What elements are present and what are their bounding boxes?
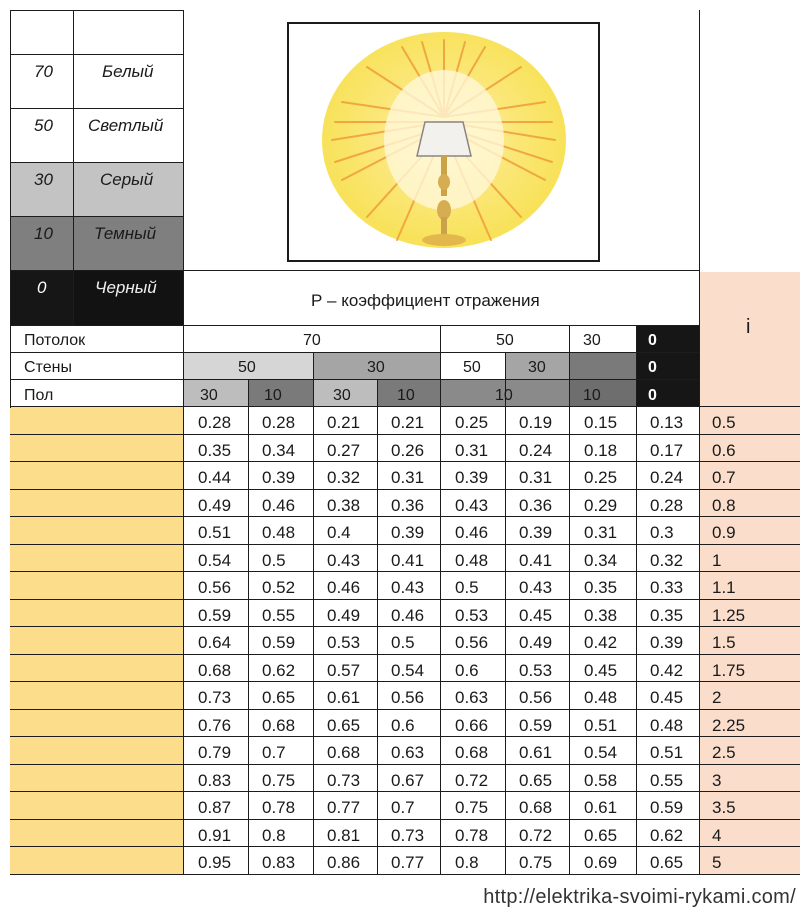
walls-50b: 50 [463, 359, 481, 376]
caption-reflection-coefficient: Р – коэффициент отражения [311, 291, 540, 310]
walls-gray-bg [569, 353, 636, 380]
legend-name-gray: Серый [100, 170, 154, 189]
floor-10: 10 [264, 387, 282, 404]
table-cell: 0.58 [584, 771, 618, 790]
i-value: 1.25 [712, 606, 746, 625]
i-value: 1 [712, 551, 722, 570]
yellow-column [10, 407, 184, 875]
table-cell: 0.86 [327, 853, 361, 872]
table-cell: 0.46 [391, 606, 425, 625]
ceiling-50: 50 [496, 332, 514, 349]
floor-10d-bg [569, 380, 636, 407]
table-cell: 0.68 [455, 743, 489, 762]
table-cell: 0.51 [198, 523, 232, 542]
table-cell: 0.35 [584, 578, 618, 597]
table-cell: 0.48 [455, 551, 489, 570]
row-divider [10, 571, 800, 572]
table-cell: 0.34 [262, 441, 296, 460]
table-cell: 0.55 [650, 771, 684, 790]
floor-10c: 10 [495, 387, 513, 404]
row-divider [10, 654, 800, 655]
legend-name-black: Черный [95, 278, 157, 297]
row-divider [10, 819, 800, 820]
table-cell: 0.4 [327, 523, 351, 542]
table-cell: 0.28 [262, 413, 296, 432]
legend-name-dark: Темный [94, 224, 157, 243]
i-value: 3.5 [712, 798, 736, 817]
table-cell: 0.65 [262, 688, 296, 707]
lamp-illustration [287, 22, 600, 262]
table-cell: 0.25 [455, 413, 489, 432]
i-header: i [746, 316, 751, 338]
table-cell: 0.31 [519, 468, 553, 487]
lamp-picture [287, 22, 600, 262]
table-cell: 0.39 [262, 468, 296, 487]
walls-30: 30 [367, 359, 385, 376]
table-cell: 0.61 [327, 688, 361, 707]
table-cell: 0.78 [455, 826, 489, 845]
table-cell: 0.18 [584, 441, 618, 460]
i-value: 1.5 [712, 633, 736, 652]
row-divider [10, 516, 800, 517]
i-value: 1.1 [712, 578, 736, 597]
table-cell: 0.32 [327, 468, 361, 487]
table-cell: 0.81 [327, 826, 361, 845]
table-cell: 0.34 [584, 551, 618, 570]
row-divider [10, 626, 800, 627]
floor-0: 0 [648, 387, 657, 404]
row-divider [10, 764, 800, 765]
table-cell: 0.6 [391, 716, 415, 735]
table-cell: 0.65 [327, 716, 361, 735]
i-value: 2 [712, 688, 722, 707]
table-cell: 0.56 [391, 688, 425, 707]
i-value: 5 [712, 853, 722, 872]
table-cell: 0.75 [455, 798, 489, 817]
i-value: 1.75 [712, 661, 746, 680]
table-cell: 0.56 [455, 633, 489, 652]
row-divider [10, 461, 800, 462]
table-cell: 0.43 [327, 551, 361, 570]
table-cell: 0.46 [327, 578, 361, 597]
table-cell: 0.53 [519, 661, 553, 680]
ceiling-0-bg [636, 326, 700, 353]
table-cell: 0.83 [262, 853, 296, 872]
table-cell: 0.27 [327, 441, 361, 460]
table-cell: 0.55 [262, 606, 296, 625]
table-cell: 0.73 [391, 826, 425, 845]
table-cell: 0.36 [519, 496, 553, 515]
table-cell: 0.8 [262, 826, 286, 845]
table-cell: 0.38 [327, 496, 361, 515]
legend-value-gray: 30 [34, 170, 53, 189]
table-cell: 0.13 [650, 413, 684, 432]
table-cell: 0.25 [584, 468, 618, 487]
row-divider [10, 791, 800, 792]
row-divider [10, 434, 800, 435]
table-cell: 0.78 [262, 798, 296, 817]
row-divider [10, 681, 800, 682]
legend-name-white: Белый [102, 62, 154, 81]
table-cell: 0.48 [262, 523, 296, 542]
label-walls: Стены [24, 359, 72, 376]
table-cell: 0.28 [198, 413, 232, 432]
table-cell: 0.7 [391, 798, 415, 817]
legend-name-light: Светлый [88, 116, 164, 135]
table-cell: 0.33 [650, 578, 684, 597]
table-cell: 0.77 [327, 798, 361, 817]
table-cell: 0.45 [584, 661, 618, 680]
table-cell: 0.36 [391, 496, 425, 515]
table-cell: 0.45 [519, 606, 553, 625]
table-cell: 0.42 [650, 661, 684, 680]
floor-30b: 30 [333, 387, 351, 404]
table-cell: 0.75 [262, 771, 296, 790]
table-cell: 0.38 [584, 606, 618, 625]
table-cell: 0.46 [455, 523, 489, 542]
table-cell: 0.31 [391, 468, 425, 487]
i-value: 0.5 [712, 413, 736, 432]
table-cell: 0.62 [262, 661, 296, 680]
table-cell: 0.64 [198, 633, 232, 652]
table-cell: 0.95 [198, 853, 232, 872]
ceiling-70: 70 [303, 332, 321, 349]
table-cell: 0.39 [650, 633, 684, 652]
table-cell: 0.51 [584, 716, 618, 735]
table-cell: 0.24 [519, 441, 553, 460]
table-cell: 0.76 [198, 716, 232, 735]
table-cell: 0.56 [198, 578, 232, 597]
row-divider [10, 846, 800, 847]
table-cell: 0.72 [455, 771, 489, 790]
table-cell: 0.5 [262, 551, 286, 570]
table-cell: 0.54 [584, 743, 618, 762]
table-cell: 0.21 [327, 413, 361, 432]
table-cell: 0.48 [584, 688, 618, 707]
label-ceiling: Потолок [24, 332, 86, 349]
table-cell: 0.63 [391, 743, 425, 762]
table-cell: 0.21 [391, 413, 425, 432]
walls-50: 50 [238, 359, 256, 376]
table-cell: 0.15 [584, 413, 618, 432]
table-cell: 0.31 [584, 523, 618, 542]
table-cell: 0.63 [455, 688, 489, 707]
table-cell: 0.19 [519, 413, 553, 432]
table-cell: 0.7 [262, 743, 286, 762]
table-cell: 0.8 [455, 853, 479, 872]
table-cell: 0.72 [519, 826, 553, 845]
table-cell: 0.35 [650, 606, 684, 625]
legend-value-black: 0 [37, 278, 47, 297]
floor-0-bg [636, 380, 700, 407]
i-header-bg [700, 272, 800, 407]
row-divider [10, 874, 800, 875]
table-cell: 0.75 [519, 853, 553, 872]
table-cell: 0.65 [519, 771, 553, 790]
table-cell: 0.53 [327, 633, 361, 652]
ceiling-0: 0 [648, 332, 657, 349]
source-url: http://elektrika-svoimi-rykami.com/ [483, 886, 796, 908]
table-cell: 0.45 [650, 688, 684, 707]
table-cell: 0.59 [650, 798, 684, 817]
row-divider [10, 544, 800, 545]
table-cell: 0.49 [519, 633, 553, 652]
table-cell: 0.39 [455, 468, 489, 487]
table-cell: 0.41 [391, 551, 425, 570]
table-cell: 0.66 [455, 716, 489, 735]
table-cell: 0.68 [262, 716, 296, 735]
label-floor: Пол [24, 387, 54, 404]
i-value: 0.6 [712, 441, 736, 460]
table-cell: 0.44 [198, 468, 232, 487]
table-cell: 0.59 [262, 633, 296, 652]
row-divider [10, 736, 800, 737]
table-cell: 0.83 [198, 771, 232, 790]
walls-0-bg [636, 353, 700, 380]
table-cell: 0.43 [519, 578, 553, 597]
table-cell: 0.68 [327, 743, 361, 762]
walls-0: 0 [648, 359, 657, 376]
floor-30: 30 [200, 387, 218, 404]
table-cell: 0.41 [519, 551, 553, 570]
table-cell: 0.49 [327, 606, 361, 625]
row-divider [10, 709, 800, 710]
table-cell: 0.5 [391, 633, 415, 652]
table-cell: 0.67 [391, 771, 425, 790]
table-cell: 0.68 [519, 798, 553, 817]
table-cell: 0.73 [327, 771, 361, 790]
ceiling-30: 30 [583, 332, 601, 349]
table-cell: 0.69 [584, 853, 618, 872]
table-cell: 0.31 [455, 441, 489, 460]
table-cell: 0.65 [650, 853, 684, 872]
table-cell: 0.53 [455, 606, 489, 625]
table-cell: 0.17 [650, 441, 684, 460]
table-cell: 0.43 [455, 496, 489, 515]
table-cell: 0.39 [391, 523, 425, 542]
table-cell: 0.62 [650, 826, 684, 845]
i-value: 4 [712, 826, 722, 845]
floor-10b: 10 [397, 387, 415, 404]
table-cell: 0.49 [198, 496, 232, 515]
i-value: 3 [712, 771, 722, 790]
table-cell: 0.43 [391, 578, 425, 597]
table-cell: 0.26 [391, 441, 425, 460]
table-cell: 0.61 [584, 798, 618, 817]
table-cell: 0.5 [455, 578, 479, 597]
i-value: 0.9 [712, 523, 736, 542]
table-cell: 0.56 [519, 688, 553, 707]
table-cell: 0.46 [262, 496, 296, 515]
table-cell: 0.32 [650, 551, 684, 570]
table-cell: 0.54 [391, 661, 425, 680]
table-cell: 0.24 [650, 468, 684, 487]
table-cell: 0.29 [584, 496, 618, 515]
table-cell: 0.91 [198, 826, 232, 845]
table-cell: 0.51 [650, 743, 684, 762]
table-cell: 0.59 [519, 716, 553, 735]
table-cell: 0.77 [391, 853, 425, 872]
table-cell: 0.79 [198, 743, 232, 762]
i-value: 0.7 [712, 468, 736, 487]
i-value: 2.25 [712, 716, 746, 735]
walls-30b: 30 [528, 359, 546, 376]
table-cell: 0.35 [198, 441, 232, 460]
table-cell: 0.54 [198, 551, 232, 570]
row-divider [10, 599, 800, 600]
table-cell: 0.68 [198, 661, 232, 680]
i-value: 0.8 [712, 496, 736, 515]
legend-value-white: 70 [34, 62, 53, 81]
table-cell: 0.61 [519, 743, 553, 762]
table-cell: 0.42 [584, 633, 618, 652]
table-cell: 0.6 [455, 661, 479, 680]
table-cell: 0.52 [262, 578, 296, 597]
table-cell: 0.3 [650, 523, 674, 542]
table-cell: 0.87 [198, 798, 232, 817]
table-cell: 0.28 [650, 496, 684, 515]
table-cell: 0.65 [584, 826, 618, 845]
i-value: 2.5 [712, 743, 736, 762]
table-cell: 0.48 [650, 716, 684, 735]
table-cell: 0.73 [198, 688, 232, 707]
row-divider [10, 489, 800, 490]
legend-value-dark: 10 [34, 224, 53, 243]
legend-value-light: 50 [34, 116, 53, 135]
floor-10d: 10 [583, 387, 601, 404]
table-cell: 0.39 [519, 523, 553, 542]
table-cell: 0.59 [198, 606, 232, 625]
table-cell: 0.57 [327, 661, 361, 680]
